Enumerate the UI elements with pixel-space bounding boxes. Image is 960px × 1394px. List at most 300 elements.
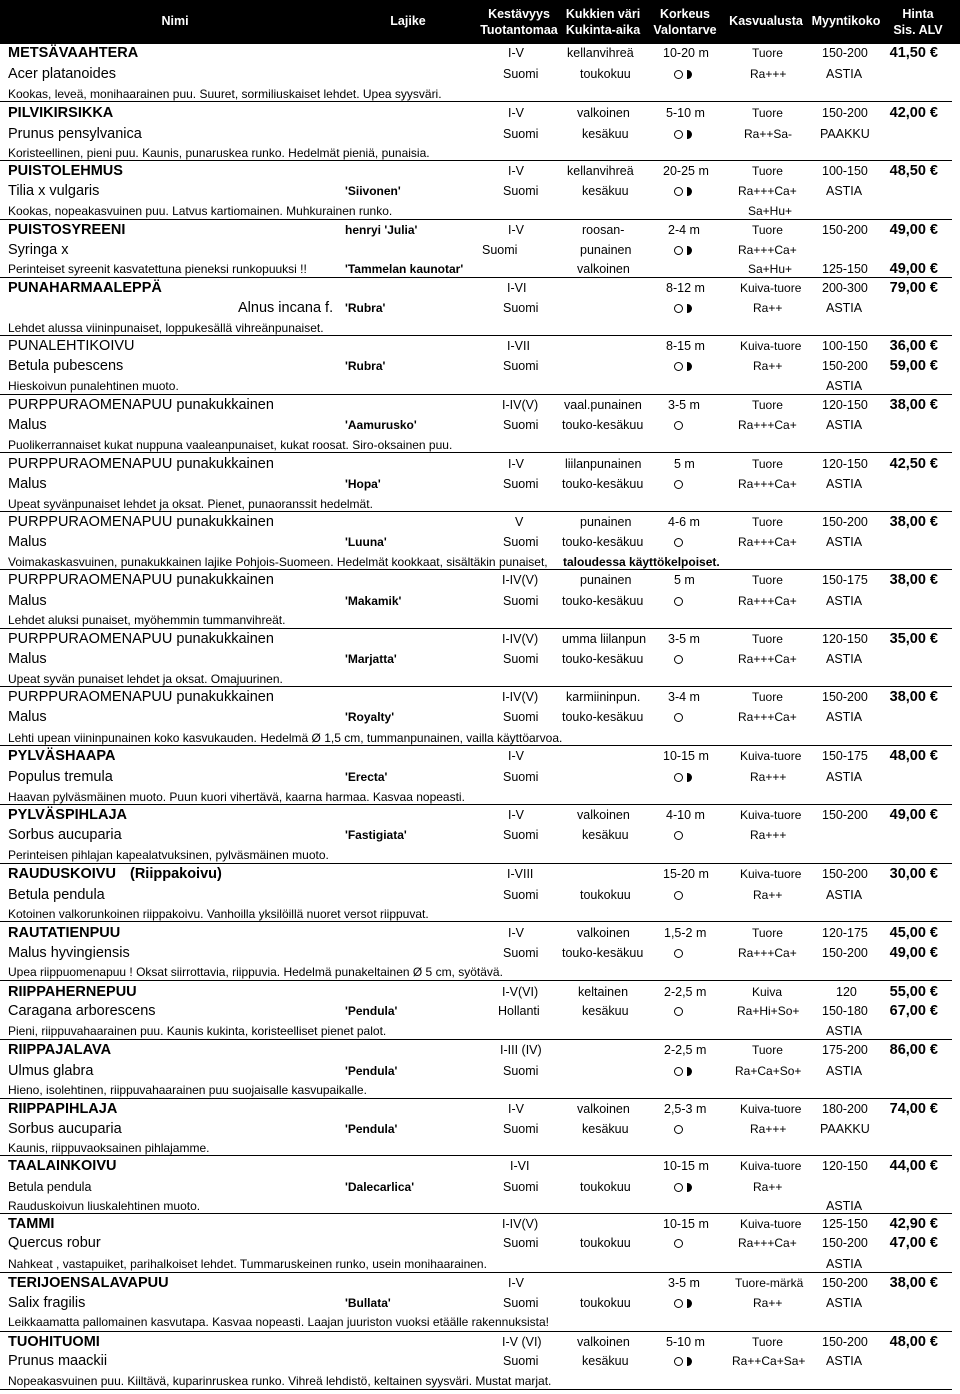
price: [828, 357, 938, 375]
table-row: [0, 475, 960, 495]
price-value: 49,00: [889, 945, 926, 961]
cell: Suomi: [503, 1354, 539, 1368]
cell: 100-150: [822, 339, 868, 353]
table-row: [0, 495, 960, 515]
euro-sign: €: [929, 105, 938, 121]
euro-sign: €: [929, 1101, 938, 1117]
cell: Ra++Ca+Sa+: [732, 1354, 806, 1368]
cell: Ra++: [753, 1296, 783, 1310]
table-row: [0, 279, 960, 299]
row-separator: [0, 980, 952, 981]
price-value: 55,00: [889, 984, 926, 1000]
cell: 'Pendula': [345, 1064, 398, 1078]
cell: RAUDUSKOIVU: [8, 866, 116, 882]
row-separator: [0, 686, 952, 687]
cell: Ra++: [753, 359, 783, 373]
cell: 10-15 m: [663, 1217, 709, 1231]
cell: Suomi: [503, 418, 539, 432]
price-value: 42,00: [889, 105, 926, 121]
row-separator: [0, 628, 952, 629]
table-row: [0, 630, 960, 650]
cell: 120-175: [822, 926, 868, 940]
euro-sign: €: [929, 338, 938, 354]
price: [828, 337, 938, 355]
cell: 20-25 m: [663, 164, 709, 178]
cell: 120-150: [822, 457, 868, 471]
cell: I-V: [508, 164, 524, 178]
sun-halfshade-icon: [674, 1357, 683, 1366]
cell: I-VI: [507, 281, 527, 295]
table-row: [0, 729, 960, 749]
euro-sign: €: [929, 807, 938, 823]
table-row: [0, 65, 960, 85]
cell: punainen: [580, 515, 632, 529]
halfshade-icon: [687, 70, 692, 79]
price-value: 59,00: [889, 358, 926, 374]
cell: 'Erecta': [345, 770, 388, 784]
cell: Betula pendula: [8, 887, 105, 903]
cell: Suomi: [503, 127, 539, 141]
price-value: 48,50: [889, 163, 926, 179]
cell: taloudessa käyttökelpoiset.: [563, 555, 720, 569]
cell: kesäkuu: [582, 127, 629, 141]
cell: keltainen: [578, 985, 629, 999]
euro-sign: €: [929, 222, 938, 238]
cell: Tuore: [752, 573, 783, 587]
euro-sign: €: [929, 1275, 938, 1291]
price-value: 49,00: [889, 261, 926, 277]
euro-sign: €: [929, 689, 938, 705]
euro-sign: €: [929, 1216, 938, 1232]
cell: Prunus maackii: [8, 1353, 108, 1369]
table-row: [0, 1234, 960, 1254]
cell: Suomi: [503, 946, 539, 960]
table-row: [0, 1157, 960, 1177]
price-value: 42,50: [889, 456, 926, 472]
cell: TUOHITUOMI: [8, 1334, 100, 1350]
cell: Caragana arborescens: [8, 1003, 156, 1019]
table-row: [0, 1352, 960, 1372]
cell: Kaunis, riippuvaoksainen pihlajamme.: [8, 1141, 210, 1155]
price: [828, 44, 938, 62]
cell: ASTIA: [826, 184, 863, 198]
cell: valkoinen: [577, 1102, 630, 1116]
table-row: [0, 436, 960, 456]
row-separator: [0, 804, 952, 805]
sun-halfshade-icon: [674, 1067, 683, 1076]
row-separator: [0, 335, 952, 336]
cell: 120: [836, 985, 857, 999]
row-separator: [0, 1331, 952, 1332]
cell: I-IV(V): [502, 573, 539, 587]
cell: 175-200: [822, 1043, 868, 1057]
sun-icon: [674, 538, 683, 547]
cell: METSÄVAAHTERA: [8, 45, 139, 61]
cell: Acer platanoides: [8, 66, 117, 82]
cell: 3-4 m: [668, 690, 700, 704]
cell: Puolikerrannaiset kukat nuppuna vaaleanpunaiset, kukat roosat. Siro-oksainen puu.: [8, 438, 453, 452]
cell: Ra+++Ca+: [738, 594, 797, 608]
sun-halfshade-icon: [674, 1183, 683, 1192]
cell: Ulmus glabra: [8, 1063, 94, 1079]
sun-halfshade-icon: [674, 187, 683, 196]
table-row: [0, 144, 960, 164]
price: [828, 924, 938, 942]
cell: 150-200: [822, 515, 868, 529]
euro-sign: €: [929, 984, 938, 1000]
cell: Suomi: [503, 1236, 539, 1250]
cell: Hollanti: [498, 1004, 540, 1018]
table-row: [0, 104, 960, 124]
cell: 150-200: [822, 808, 868, 822]
cell: Syringa x: [8, 242, 69, 258]
header-kestavyys: Kestävyys: [488, 7, 550, 21]
halfshade-icon: [687, 1183, 692, 1192]
cell: ASTIA: [826, 888, 863, 902]
cell: Hieno, isolehtinen, riippuvahaarainen puu suojaisalle kasvupaikalle.: [8, 1083, 367, 1097]
cell: Pieni, riippuvahaarainen puu. Kaunis kukinta, koristeelliset pienet palot.: [8, 1024, 387, 1038]
cell: Suomi: [503, 594, 539, 608]
price: [828, 865, 938, 883]
cell: 5-10 m: [666, 106, 705, 120]
cell: Nahkeat , vastapuiket, parihalkoiset lehdet. Tummaruskeinen runko, usein monihaarainen.: [8, 1257, 487, 1271]
sun-icon: [674, 1125, 683, 1134]
cell: 150-200: [822, 1236, 868, 1250]
cell: Tuore: [752, 46, 783, 60]
cell: kesäkuu: [582, 184, 629, 198]
price: [828, 279, 938, 297]
row-separator: [0, 101, 952, 102]
cell: I-IV(V): [502, 1217, 539, 1231]
cell: Ra+++Ca+: [738, 535, 797, 549]
cell: 120-150: [822, 632, 868, 646]
row-separator: [0, 219, 952, 220]
table-row: [0, 1120, 960, 1140]
cell: Sa+Hu+: [748, 204, 793, 218]
row-separator: [0, 452, 952, 453]
cell: Ra+++Ca+: [738, 477, 797, 491]
row-separator: [0, 745, 952, 746]
euro-sign: €: [929, 45, 938, 61]
cell: Kuiva-tuore: [740, 867, 802, 881]
cell: Upeat syvän punaiset lehdet ja oksat. Omajuurinen.: [8, 672, 283, 686]
cell: Kuiva-tuore: [740, 1102, 802, 1116]
price: [828, 688, 938, 706]
cell: Tuore: [752, 1043, 783, 1057]
cell: I-V: [508, 457, 524, 471]
euro-sign: €: [929, 925, 938, 941]
euro-sign: €: [929, 1003, 938, 1019]
cell: I-IV(V): [502, 690, 539, 704]
cell: Suomi: [503, 477, 539, 491]
cell: 200-300: [822, 281, 868, 295]
cell: 150-200: [822, 46, 868, 60]
cell: PURPPURAOMENAPUU punakukkainen: [8, 514, 274, 530]
cell: PYLVÄSPIHLAJA: [8, 807, 127, 823]
cell: 150-200: [822, 223, 868, 237]
cell: touko-kesäkuu: [562, 652, 644, 666]
cell: 8-12 m: [666, 281, 705, 295]
cell: Kuiva-tuore: [740, 1217, 802, 1231]
sun-halfshade-icon: [674, 130, 683, 139]
row-separator: [0, 1389, 952, 1390]
cell: liilanpunainen: [565, 457, 642, 471]
cell: 'Makamik': [345, 594, 402, 608]
row-separator: [0, 1039, 952, 1040]
price-value: 47,00: [889, 1235, 926, 1251]
cell: Suomi: [482, 243, 518, 257]
cell: Prunus pensylvanica: [8, 126, 142, 142]
cell: Perinteiset syreenit kasvatettuna pieneksi runkopuuksi !!: [8, 262, 307, 276]
header-hinta: Hinta: [902, 7, 934, 21]
table-row: [0, 865, 960, 885]
cell: ASTIA: [826, 1257, 863, 1271]
cell: Ra+++Ca+: [738, 1236, 797, 1250]
cell: I-V: [508, 926, 524, 940]
cell: ASTIA: [826, 67, 863, 81]
price-value: 48,00: [889, 748, 926, 764]
cell: 4-10 m: [666, 808, 705, 822]
price-value: 67,00: [889, 1003, 926, 1019]
cell: Tuore: [752, 690, 783, 704]
cell: RAUTATIENPUU: [8, 925, 121, 941]
cell: 150-175: [822, 573, 868, 587]
cell: ASTIA: [826, 301, 863, 315]
cell: kesäkuu: [582, 828, 629, 842]
cell: Nopeakasvuinen puu. Kiiltävä, kuparinruskea runko. Vihreä lehdistö, keltainen syysväri. Mustat marjat.: [8, 1374, 552, 1388]
cell: Koristeellinen, pieni puu. Kaunis, punaruskea runko. Hedelmät pieniä, punaisia.: [8, 146, 430, 160]
cell: ASTIA: [826, 594, 863, 608]
cell: PUNALEHTIKOIVU: [8, 338, 135, 354]
cell: I-V: [508, 808, 524, 822]
cell: V: [515, 515, 524, 529]
price: [828, 571, 938, 589]
table-row: [0, 924, 960, 944]
cell: Ra+++: [750, 770, 787, 784]
cell: Salix fragilis: [8, 1295, 86, 1311]
cell: Suomi: [503, 710, 539, 724]
sun-halfshade-icon: [674, 246, 683, 255]
sun-icon: [674, 1007, 683, 1016]
cell: Perinteisen pihlajan kapealatvuksinen, pylväsmäinen muoto.: [8, 848, 329, 862]
cell: Ra+++Ca+: [738, 946, 797, 960]
price-value: 48,00: [889, 1334, 926, 1350]
table-row: [0, 299, 960, 319]
cell: Tuore: [752, 164, 783, 178]
cell: Suomi: [503, 770, 539, 784]
cell: RIIPPAPIHLAJA: [8, 1101, 118, 1117]
price: [828, 630, 938, 648]
cell: I-VI: [510, 1159, 530, 1173]
row-separator: [0, 511, 952, 512]
cell: 120-150: [822, 1159, 868, 1173]
table-row: [0, 650, 960, 670]
table-row: [0, 826, 960, 846]
euro-sign: €: [929, 280, 938, 296]
halfshade-icon: [687, 1067, 692, 1076]
cell: 'Rubra': [345, 301, 386, 315]
cell: 'Hopa': [345, 477, 381, 491]
table-row: [0, 1041, 960, 1061]
price-value: 49,00: [889, 807, 926, 823]
cell: Populus tremula: [8, 769, 113, 785]
cell: Ra+++: [750, 828, 787, 842]
price: [828, 806, 938, 824]
table-row: [0, 688, 960, 708]
cell: 180-200: [822, 1102, 868, 1116]
euro-sign: €: [929, 163, 938, 179]
cell: kesäkuu: [582, 1122, 629, 1136]
cell: 15-20 m: [663, 867, 709, 881]
cell: 'Royalty': [345, 710, 395, 724]
cell: PURPPURAOMENAPUU punakukkainen: [8, 397, 274, 413]
cell: ASTIA: [826, 535, 863, 549]
cell: Ra++: [753, 888, 783, 902]
cell: Suomi: [503, 1064, 539, 1078]
cell: Ra+++Ca+: [738, 418, 797, 432]
header-kukinta-aika: Kukinta-aika: [565, 23, 641, 37]
table-row: [0, 1100, 960, 1120]
cell: valkoinen: [577, 1335, 630, 1349]
table-row: [0, 1178, 960, 1198]
cell: ASTIA: [826, 1024, 863, 1038]
price: [828, 1002, 938, 1020]
cell: punainen: [580, 573, 632, 587]
cell: 'Pendula': [345, 1122, 398, 1136]
halfshade-icon: [687, 1357, 692, 1366]
table-row: [0, 337, 960, 357]
cell: 2-2,5 m: [664, 1043, 707, 1057]
table-row: [0, 319, 960, 339]
halfshade-icon: [687, 304, 692, 313]
cell: 5 m: [674, 457, 695, 471]
cell: Malus hyvingiensis: [8, 945, 130, 961]
row-separator: [0, 1098, 952, 1099]
cell: kesäkuu: [582, 1354, 629, 1368]
cell: 150-180: [822, 1004, 868, 1018]
cell: 120-150: [822, 398, 868, 412]
cell: touko-kesäkuu: [562, 418, 644, 432]
cell: 'Dalecarlica': [345, 1180, 415, 1194]
cell: 2-4 m: [668, 223, 700, 237]
price: [828, 221, 938, 239]
cell: kesäkuu: [582, 1004, 629, 1018]
table-row: [0, 241, 960, 261]
cell: I-V(VI): [502, 985, 539, 999]
price: [828, 1041, 938, 1059]
cell: 10-15 m: [663, 749, 709, 763]
cell: valkoinen: [577, 106, 630, 120]
cell: Kotoinen valkorunkoinen riippakoivu. Vanhoilla yksilöillä nuoret versot riippuvat.: [8, 907, 429, 921]
table-row: [0, 806, 960, 826]
header-kasvualusta: Kasvualusta: [729, 14, 803, 28]
table-row: [0, 1002, 960, 1022]
table-row: [0, 513, 960, 533]
table-row: [0, 85, 960, 105]
cell: Tuore-märkä: [735, 1276, 804, 1290]
cell: I-IV(V): [502, 398, 539, 412]
cell: 3-5 m: [668, 1276, 700, 1290]
table-row: [0, 747, 960, 767]
cell: TAMMI: [8, 1216, 55, 1232]
cell: punainen: [580, 243, 632, 257]
cell: PURPPURAOMENAPUU punakukkainen: [8, 631, 274, 647]
cell: I-V: [508, 1276, 524, 1290]
cell: (Riippakoivu): [130, 866, 222, 882]
cell: henryi 'Julia': [345, 223, 418, 237]
price: [828, 1333, 938, 1351]
price-value: 38,00: [889, 1275, 926, 1291]
cell: 100-150: [822, 164, 868, 178]
cell: 5-10 m: [666, 1335, 705, 1349]
cell: Suomi: [503, 184, 539, 198]
euro-sign: €: [929, 456, 938, 472]
euro-sign: €: [929, 261, 938, 277]
table-row: [0, 983, 960, 1003]
cell: ASTIA: [826, 710, 863, 724]
table-row: [0, 1294, 960, 1314]
price: [828, 983, 938, 1001]
cell: kellanvihreä: [567, 46, 634, 60]
cell: I-V: [508, 749, 524, 763]
cell: ASTIA: [826, 1296, 863, 1310]
cell: I-IV(V): [502, 632, 539, 646]
cell: Malus: [8, 417, 47, 433]
price: [828, 104, 938, 122]
euro-sign: €: [929, 1235, 938, 1251]
cell: umma liilanpun: [562, 632, 647, 646]
price: [828, 1274, 938, 1292]
header-lajike: Lajike: [390, 14, 426, 28]
table-row: [0, 1333, 960, 1353]
cell: Rauduskoivun liuskalehtinen muoto.: [8, 1199, 201, 1213]
cell: Upea riippuomenapuu ! Oksat siirrottavia, riippuvia. Hedelmä punakeltainen Ø 5 cm, syötävä.: [8, 965, 503, 979]
price-value: 38,00: [889, 689, 926, 705]
table-row: [0, 553, 960, 573]
euro-sign: €: [929, 572, 938, 588]
cell: 150-200: [822, 1335, 868, 1349]
cell: Ra+++Ca+: [738, 184, 797, 198]
cell: 'Pendula': [345, 1004, 398, 1018]
table-row: [0, 221, 960, 241]
sun-icon: [674, 949, 683, 958]
price-value: 38,00: [889, 514, 926, 530]
price: [828, 1100, 938, 1118]
cell: Ra+++Ca+: [738, 243, 797, 257]
price-value: 44,00: [889, 1158, 926, 1174]
row-separator: [0, 160, 952, 161]
cell: Kuiva-tuore: [740, 808, 802, 822]
cell: 150-175: [822, 749, 868, 763]
price-value: 41,50: [889, 45, 926, 61]
sun-halfshade-icon: [674, 773, 683, 782]
cell: 150-200: [822, 106, 868, 120]
cell: TERIJOENSALAVAPUU: [8, 1275, 169, 1291]
cell: 10-20 m: [663, 46, 709, 60]
table-row: [0, 886, 960, 906]
sun-icon: [674, 831, 683, 840]
table-row: [0, 571, 960, 591]
cell: Tuore: [752, 223, 783, 237]
cell: Kuiva-tuore: [740, 339, 802, 353]
table-row: [0, 1139, 960, 1159]
price: [828, 162, 938, 180]
cell: ASTIA: [826, 770, 863, 784]
cell: touko-kesäkuu: [562, 477, 644, 491]
cell: Kuiva-tuore: [740, 749, 802, 763]
table-row: [0, 1197, 960, 1217]
price-value: 86,00: [889, 1042, 926, 1058]
